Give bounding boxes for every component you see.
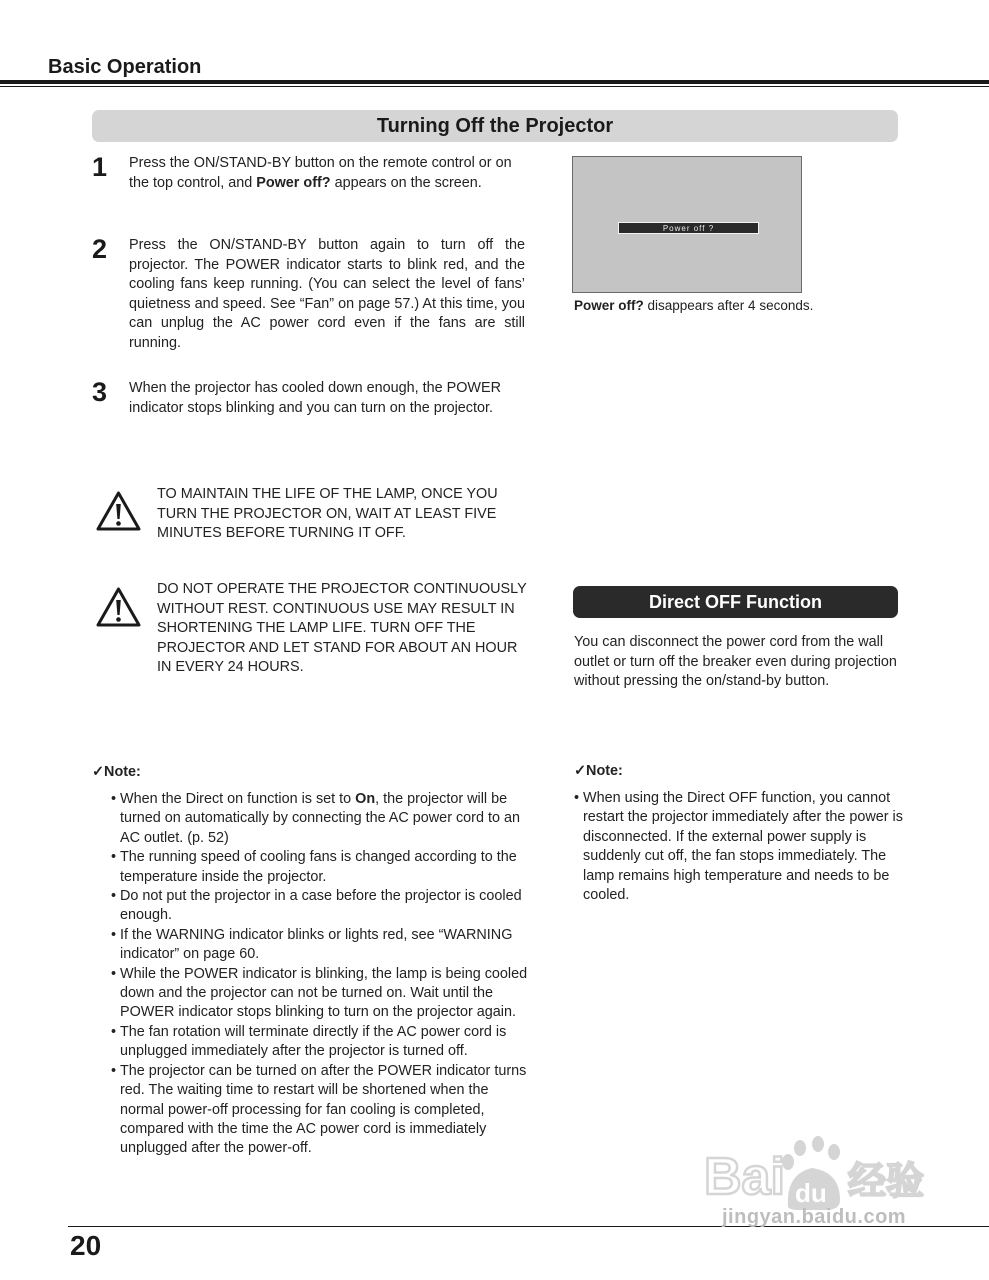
list-item [111,1062,529,1159]
step-1-text-bold: Power off? [256,174,331,191]
direct-off-heading: Direct OFF Function [573,586,898,618]
note-left-list [111,790,529,1159]
bullet: • [111,1062,117,1079]
note-text: , the projector will be turned on automatically by connecting the AC power cord to an AC outlet. (p. 52) [120,791,520,846]
svg-text:Bai: Bai [704,1148,785,1206]
header-rule-thick [0,80,989,84]
step-2-number: 2 [92,234,108,264]
note-text: The running speed of cooling fans is changed according to the temperature inside the projector. [120,849,517,885]
warning-triangle-icon [95,586,142,628]
step-2-text: Press the ON/STAND-BY button again to turn off the projector. The POWER indicator starts to blink red, and the cooling fans keep running. (You can select the level of fans’ quietness and speed. See “Fan” on page 57.) At this time, you can unplug the AC power cord even if the fans are still running. [129,237,525,351]
bullet: • [111,791,117,807]
note-text: While the POWER indicator is blinking, the lamp is being cooled down and the projector can not be turned on. Wait until the POWER indicator stops blinking to turn on the projector again. [120,965,528,1021]
step-1-text-before: Press the ON/STAND-BY button on the remote control or on the top control, and [129,155,512,191]
screen-illustration [572,156,802,293]
section-title: Basic Operation [48,56,202,78]
step-3-number: 3 [92,377,108,407]
note-right-list [574,789,906,905]
watermark-site: jingyan.baidu.com [722,1206,907,1228]
step-1-text-after: appears on the screen. [330,174,482,191]
note-text: When the Direct on function is set to [120,791,356,807]
note-bold: On [355,791,376,807]
bullet: • [111,888,117,905]
power-off-message: Power off ? [618,222,759,234]
note-text: The fan rotation will terminate directly if the AC power cord is unplugged immediately after the projector is turned off. [120,1023,507,1060]
note-right-heading: ✓Note: [574,763,623,779]
bullet: • [111,926,117,943]
warning-text-lamp-life: TO MAINTAIN THE LIFE OF THE LAMP, ONCE YOU TURN THE PROJECTOR ON, WAIT AT LEAST FIVE MINUTES BEFORE TURNING IT OFF. [157,486,498,541]
caption-bold: Power off? [574,298,644,313]
note-left-heading: ✓Note: [92,764,141,780]
list-item [111,926,529,965]
bullet: • [111,965,117,982]
bullet: • [111,1023,117,1040]
baidu-watermark-logo [702,1136,937,1214]
list-item [111,887,529,926]
page-title: Turning Off the Projector [92,110,898,142]
list-item [111,965,529,1023]
note-text: When using the Direct OFF function, you cannot restart the projector immediately after the power is disconnected. If the external power supply is suddenly cut off, the fan stops immediately. The lamp remains high temperature and needs to be cooled. [583,790,903,904]
svg-text:经验: 经验 [848,1159,925,1203]
page-number: 20 [70,1230,102,1261]
header-rule-thin [0,86,989,87]
note-text: If the WARNING indicator blinks or lights red, see “WARNING indicator” on page 60. [120,926,513,963]
bullet: • [574,790,580,806]
direct-off-text: You can disconnect the power cord from the wall outlet or turn off the breaker even during projection without pressing the on/stand-by button. [574,634,897,689]
svg-text:du: du [795,1178,827,1208]
warning-text-continuous-use: DO NOT OPERATE THE PROJECTOR CONTINUOUSLY WITHOUT REST. CONTINUOUS USE MAY RESULT IN SHORTENING THE LAMP LIFE. TURN OFF THE PROJECTOR AND LET STAND FOR ABOUT AN HOUR IN EVERY 24 HOURS. [157,581,527,675]
warning-triangle-icon [95,490,142,532]
list-item [574,789,906,905]
list-item [111,848,529,887]
screen-caption [574,298,813,313]
caption-rest: disappears after 4 seconds. [643,298,814,313]
list-item [111,1023,529,1062]
step-3-text: When the projector has cooled down enough, the POWER indicator stops blinking and you can turn on the projector. [129,380,501,416]
step-1-number: 1 [92,152,108,182]
note-text: The projector can be turned on after the POWER indicator turns red. The waiting time to restart will be shortened when the normal power-off processing for fan cooling is completed, compared with the time the AC power cord is immediately unplugged after the power-off. [120,1062,527,1157]
step-1-text [129,154,525,193]
bullet: • [111,849,117,866]
note-text: Do not put the projector in a case before the projector is cooled enough. [120,888,522,924]
list-item [111,790,529,848]
